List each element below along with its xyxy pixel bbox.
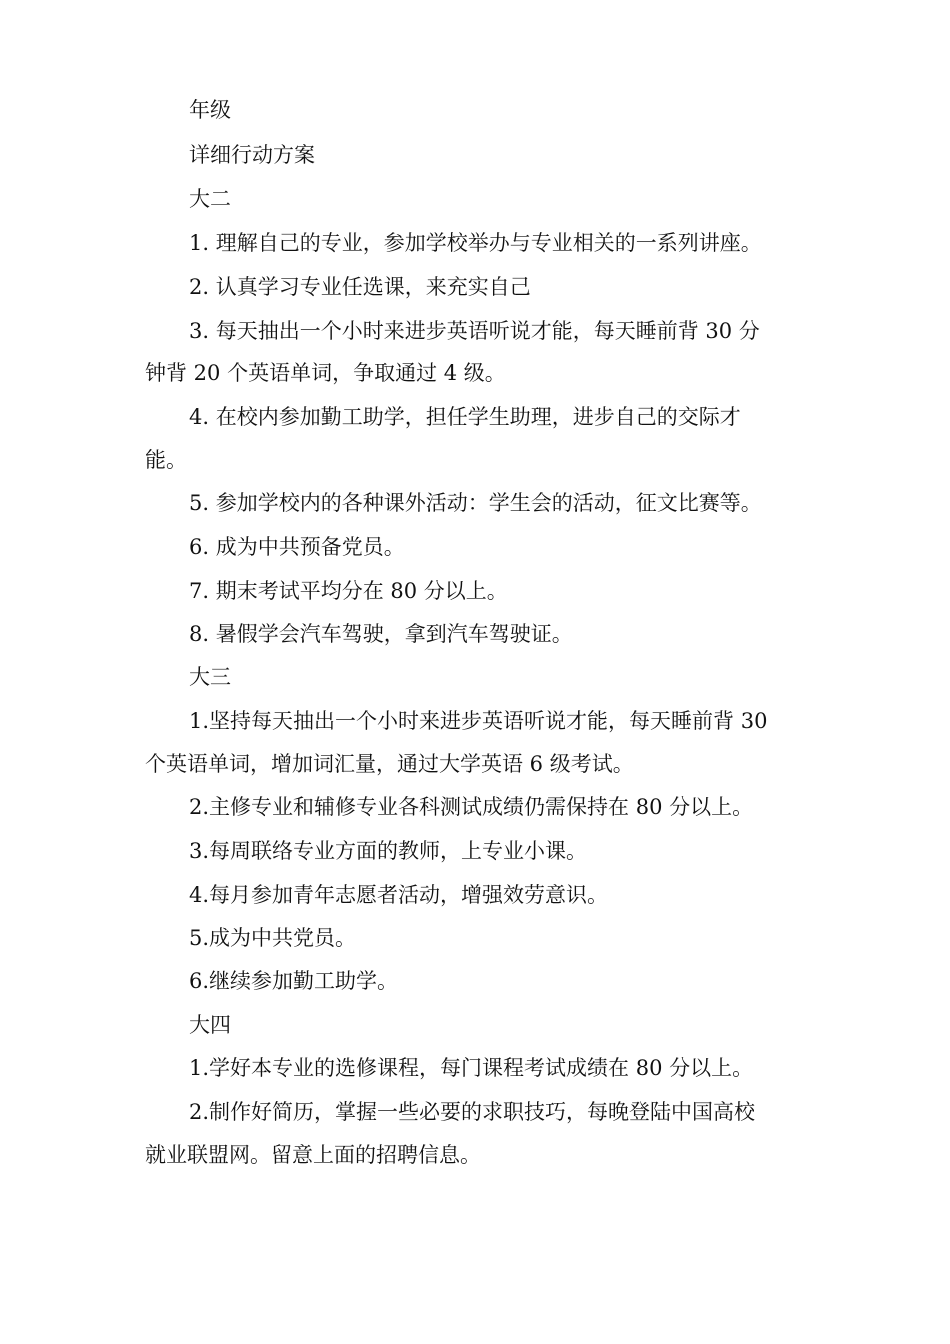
junior-item-6: 6.继续参加勤工助学。	[189, 969, 399, 993]
junior-item-4: 4.每月参加青年志愿者活动，增强效劳意识。	[189, 883, 609, 907]
sophomore-item-3-cont: 钟背 20 个英语单词，争取通过 4 级。	[145, 361, 506, 385]
junior-item-1: 1.坚持每天抽出一个小时来进步英语听说才能，每天睡前背 30	[189, 709, 768, 733]
junior-item-2: 2.主修专业和辅修专业各科测试成绩仍需保持在 80 分以上。	[189, 795, 754, 819]
sophomore-item-6: 6. 成为中共预备党员。	[189, 535, 405, 559]
junior-item-1-cont: 个英语单词，增加词汇量，通过大学英语 6 级考试。	[145, 752, 634, 776]
senior-item-1: 1.学好本专业的选修课程，每门课程考试成绩在 80 分以上。	[189, 1056, 754, 1080]
junior-heading: 大三	[189, 665, 231, 689]
senior-item-2-cont: 就业联盟网。留意上面的招聘信息。	[145, 1143, 481, 1167]
sophomore-item-4-cont: 能。	[145, 448, 187, 472]
sophomore-item-4: 4. 在校内参加勤工助学，担任学生助理，进步自己的交际才	[189, 405, 741, 429]
sophomore-item-1: 1. 理解自己的专业，参加学校举办与专业相关的一系列讲座。	[189, 231, 762, 255]
grade-heading: 年级	[189, 98, 231, 122]
sophomore-item-7: 7. 期末考试平均分在 80 分以上。	[189, 579, 508, 603]
sophomore-item-5: 5. 参加学校内的各种课外活动：学生会的活动，征文比赛等。	[189, 491, 762, 515]
action-plan-heading: 详细行动方案	[189, 143, 315, 167]
sophomore-item-8: 8. 暑假学会汽车驾驶，拿到汽车驾驶证。	[189, 622, 573, 646]
junior-item-3: 3.每周联络专业方面的教师，上专业小课。	[189, 839, 588, 863]
sophomore-heading: 大二	[189, 187, 231, 211]
junior-item-5: 5.成为中共党员。	[189, 926, 357, 950]
senior-item-2: 2.制作好简历，掌握一些必要的求职技巧，每晚登陆中国高校	[189, 1100, 756, 1124]
senior-heading: 大四	[189, 1013, 231, 1037]
sophomore-item-3: 3. 每天抽出一个小时来进步英语听说才能，每天睡前背 30 分	[189, 319, 760, 343]
sophomore-item-2: 2. 认真学习专业任选课，来充实自己	[189, 275, 531, 299]
